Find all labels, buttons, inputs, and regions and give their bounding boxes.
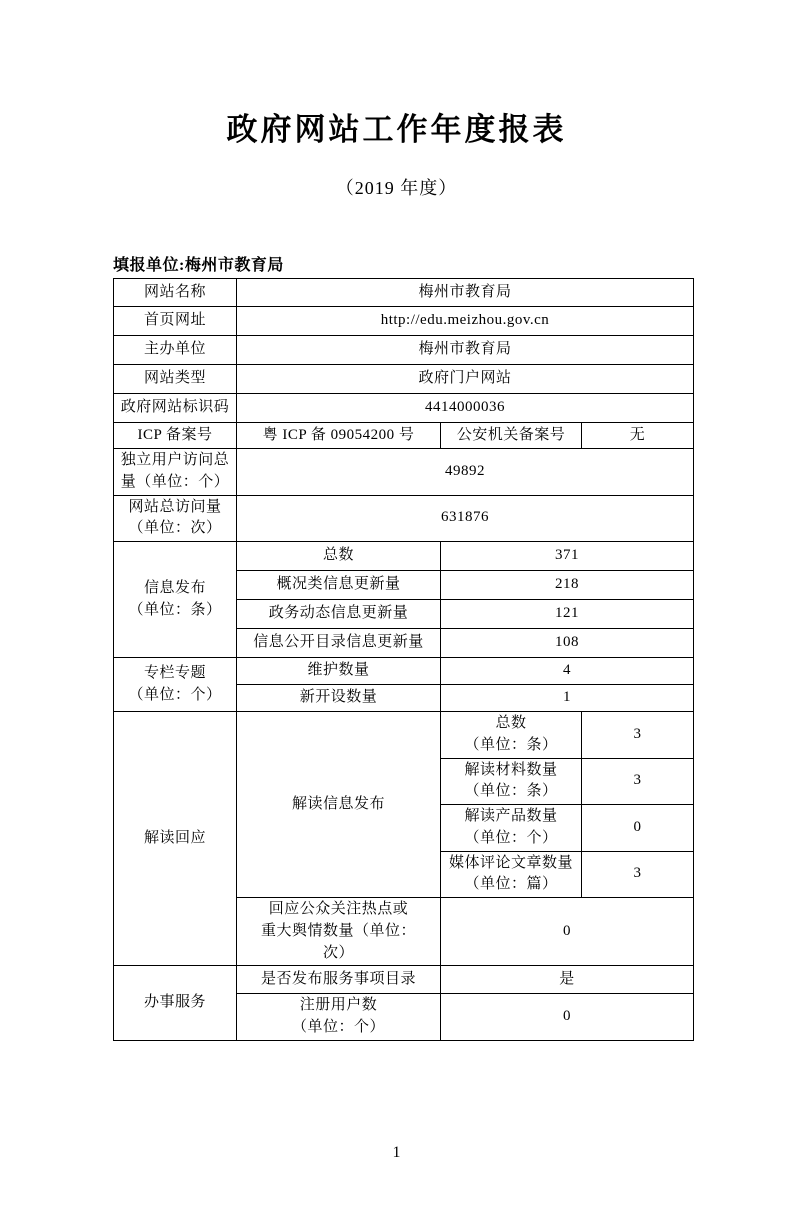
row-special-maintained (114, 658, 694, 685)
interpretation-item-label: 解读产品数量 （单位：个） (441, 805, 582, 852)
icp-label: ICP 备案号 (114, 423, 237, 449)
row-icp (114, 423, 694, 449)
row-site-type (114, 365, 694, 394)
site-type-label: 网站类型 (114, 365, 237, 394)
interpretation-label: 解读回应 (114, 712, 237, 966)
interpretation-response-value: 0 (441, 898, 694, 966)
row-info-publish-total (114, 542, 694, 571)
home-url-label: 首页网址 (114, 307, 237, 336)
row-service-catalog (114, 966, 694, 994)
row-site-code (114, 394, 694, 423)
info-publish-item-value: 218 (441, 571, 694, 600)
interpretation-response-label: 回应公众关注热点或 重大舆情数量（单位： 次） (237, 898, 441, 966)
info-publish-item-value: 121 (441, 600, 694, 629)
info-publish-item-label: 概况类信息更新量 (237, 571, 441, 600)
sponsor-value: 梅州市教育局 (237, 336, 694, 365)
special-columns-label: 专栏专题 （单位：个） (114, 658, 237, 712)
police-record-label: 公安机关备案号 (441, 423, 582, 449)
site-code-label: 政府网站标识码 (114, 394, 237, 423)
row-home-url (114, 307, 694, 336)
services-item-value: 是 (441, 966, 694, 994)
filer-label: 填报单位:梅州市教育局 (113, 257, 284, 274)
info-publish-label: 信息发布 （单位：条） (114, 542, 237, 658)
interpretation-item-label: 媒体评论文章数量 （单位：篇） (441, 851, 582, 898)
interpretation-item-value: 3 (582, 851, 694, 898)
report-table (113, 278, 694, 1041)
special-columns-item-value: 1 (441, 685, 694, 712)
services-item-label: 是否发布服务事项目录 (237, 966, 441, 994)
site-name-label: 网站名称 (114, 279, 237, 307)
services-item-label: 注册用户数 （单位：个） (237, 994, 441, 1041)
info-publish-item-value: 108 (441, 629, 694, 658)
interpretation-item-label: 解读材料数量 （单位：条） (441, 758, 582, 805)
page-subtitle: （2019 年度） (335, 178, 458, 198)
unique-visitors-value: 49892 (237, 449, 694, 496)
interpretation-item-label: 总数 （单位：条） (441, 712, 582, 759)
police-record-value: 无 (582, 423, 694, 449)
row-total-visits (114, 495, 694, 542)
interpretation-item-value: 0 (582, 805, 694, 852)
total-visits-label: 网站总访问量 （单位：次） (114, 495, 237, 542)
page-title: 政府网站工作年度报表 (226, 112, 567, 147)
sponsor-label: 主办单位 (114, 336, 237, 365)
info-publish-item-value: 371 (441, 542, 694, 571)
info-publish-item-label: 信息公开目录信息更新量 (237, 629, 441, 658)
row-sponsor (114, 336, 694, 365)
row-unique-visitors (114, 449, 694, 496)
special-columns-item-label: 维护数量 (237, 658, 441, 685)
total-visits-value: 631876 (237, 495, 694, 542)
special-columns-item-value: 4 (441, 658, 694, 685)
services-item-value: 0 (441, 994, 694, 1041)
interpretation-publish-label: 解读信息发布 (237, 712, 441, 898)
info-publish-item-label: 政务动态信息更新量 (237, 600, 441, 629)
interpretation-item-value: 3 (582, 712, 694, 759)
page-number: 1 (392, 1144, 401, 1161)
interpretation-item-value: 3 (582, 758, 694, 805)
info-publish-item-label: 总数 (237, 542, 441, 571)
home-url-value: http://edu.meizhou.gov.cn (237, 307, 694, 336)
unique-visitors-label: 独立用户访问总 量（单位：个） (114, 449, 237, 496)
services-label: 办事服务 (114, 966, 237, 1041)
special-columns-item-label: 新开设数量 (237, 685, 441, 712)
row-interp-total (114, 712, 694, 759)
icp-value: 粤 ICP 备 09054200 号 (237, 423, 441, 449)
row-site-name (114, 279, 694, 307)
site-code-value: 4414000036 (237, 394, 694, 423)
site-name-value: 梅州市教育局 (237, 279, 694, 307)
site-type-value: 政府门户网站 (237, 365, 694, 394)
